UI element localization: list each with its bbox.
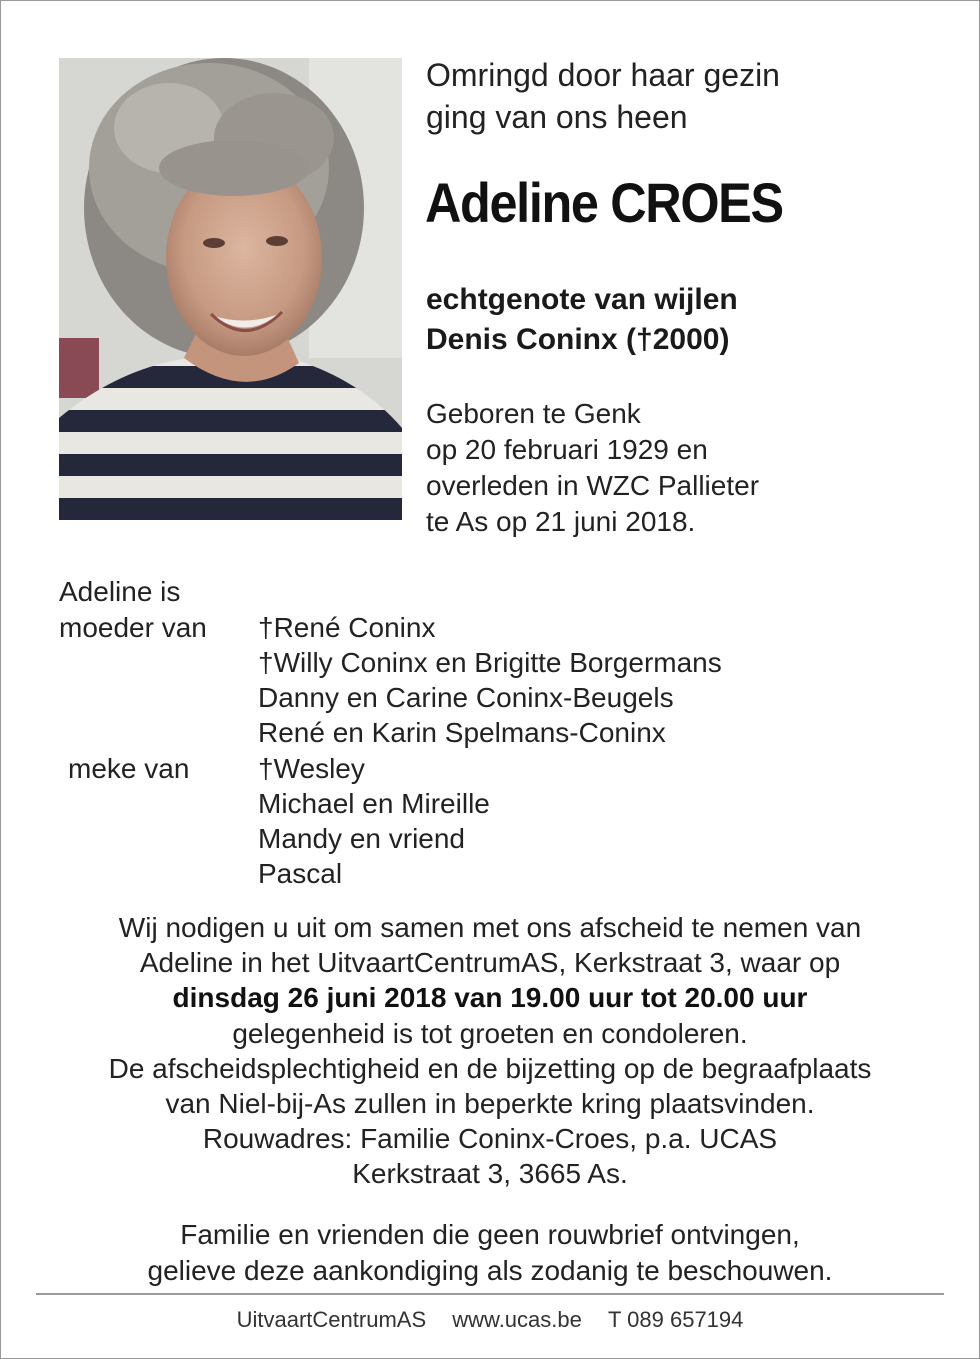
visitation-datetime: dinsdag 26 juni 2018 van 19.00 uur tot 20.00 uur — [172, 982, 808, 1014]
footer-divider — [36, 1293, 944, 1295]
notice-text — [0, 1217, 980, 1289]
notice-line: gelieve deze aankondiging als zodanig te beschouwen. — [147, 1255, 833, 1286]
grandchild-item: †Wesley — [258, 753, 365, 784]
invitation-line: Adeline in het UitvaartCentrumAS, Kerkstraat 3, waar op — [139, 947, 841, 979]
mother-label: moeder van — [59, 612, 207, 643]
birth-line: op 20 februari 1929 en — [426, 434, 708, 465]
grandchild-item: Pascal — [258, 858, 343, 889]
deceased-name: Adeline CROES — [425, 171, 783, 234]
child-item: Danny en Carine Coninx-Beugels — [258, 682, 674, 713]
invitation-line: De afscheidsplechtigheid en de bijzetting op de begraafplaats — [108, 1052, 872, 1084]
spouse-text — [426, 280, 738, 360]
lead-line: ging van ons heen — [426, 99, 688, 135]
notice-line: Familie en vrienden die geen rouwbrief ontvingen, — [180, 1219, 800, 1250]
footer-company: UitvaartCentrumAS — [236, 1307, 427, 1332]
invitation-line: Wij nodigen u uit om samen met ons afscheid te nemen van — [118, 912, 862, 943]
birth-death-details — [426, 396, 759, 540]
spouse-line: Denis Coninx (†2000) — [426, 323, 730, 356]
child-item: René en Karin Spelmans-Coninx — [258, 717, 666, 748]
footer-phone: T 089 657194 — [608, 1307, 744, 1332]
portrait-photo — [59, 58, 402, 520]
spouse-line: echtgenote van wijlen — [426, 283, 738, 316]
lead-text — [426, 54, 780, 138]
invitation-line: Kerkstraat 3, 3665 As. — [352, 1158, 628, 1190]
footer-website: www.ucas.be — [452, 1307, 582, 1332]
footer — [0, 1305, 980, 1335]
invitation-text — [0, 910, 980, 1192]
invitation-line: van Niel-bij-As zullen in beperkte kring plaatsvinden. — [165, 1088, 815, 1120]
child-item: †René Coninx — [258, 612, 436, 643]
family-intro-label: Adeline is — [59, 576, 181, 607]
birth-line: Geboren te Genk — [426, 398, 641, 429]
grandchild-item: Mandy en vriend — [258, 823, 466, 854]
grandchild-item: Michael en Mireille — [258, 788, 490, 819]
birth-line: te As op 21 juni 2018. — [426, 506, 696, 537]
birth-line: overleden in WZC Pallieter — [426, 470, 760, 501]
invitation-line: Rouwadres: Familie Coninx-Croes, p.a. UCAS — [202, 1123, 778, 1155]
grandmother-label: meke van — [68, 753, 190, 784]
invitation-line: gelegenheid is tot groeten en condoleren. — [232, 1017, 748, 1049]
child-item: †Willy Coninx en Brigitte Borgermans — [258, 647, 722, 678]
lead-line: Omringd door haar gezin — [426, 57, 780, 93]
